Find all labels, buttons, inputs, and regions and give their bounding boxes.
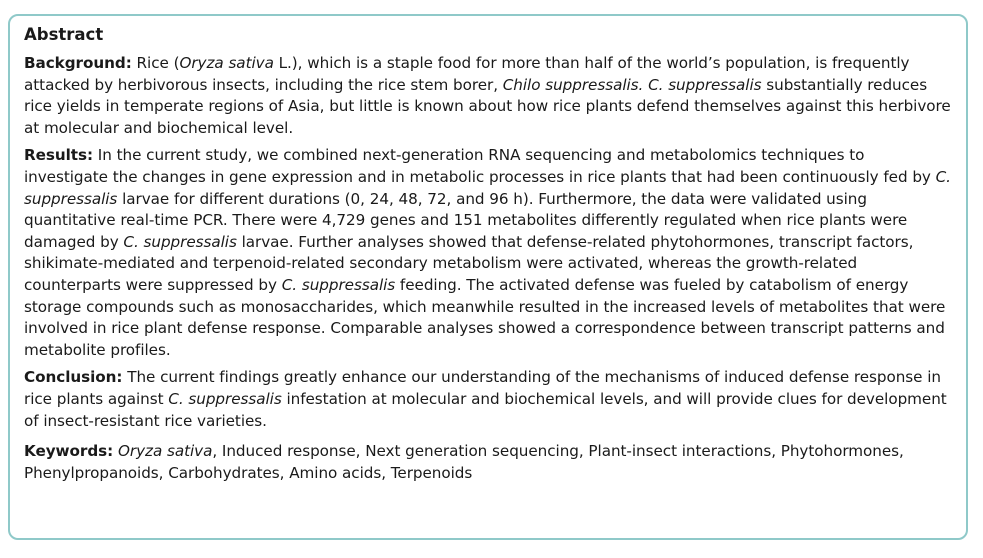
background-italic-1: Oryza sativa	[179, 54, 274, 72]
results-italic-3: C. suppressalis	[281, 275, 396, 294]
conclusion-italic-1: C. suppressalis	[168, 389, 282, 408]
abstract-box	[8, 14, 968, 540]
results-italic-2: C. suppressalis	[123, 232, 237, 251]
background-text-3: substantially reduces rice yields in temperate regions of Asia, but little is known about how rice plants defend themselves against this herbivore at molecular and biochemical level.	[24, 75, 951, 137]
results-label: Results:	[24, 146, 94, 165]
conclusion-section	[24, 367, 953, 432]
keywords-section	[24, 441, 953, 484]
results-italic-1: C. suppressalis	[24, 167, 951, 208]
conclusion-text-1: The current findings greatly enhance our understanding of the mechanisms of induced defense response in rice plants against	[24, 368, 941, 408]
results-text-2: larvae for different durations (0, 24, 48, 72, and 96 h). Furthermore, the data were validated using quantitative real-time PCR. There were 4,729 genes and 151 metabolites differently regulated when rice plants were damaged by	[24, 189, 908, 251]
results-text-3: larvae. Further analyses showed that defense-related phytohormones, transcript factors, shikimate-mediated and terpenoid-related secondary metabolism were activated, whereas the growth-related counterparts were suppressed by	[24, 232, 914, 294]
background-text-1: Rice (	[131, 54, 180, 72]
conclusion-label: Conclusion:	[24, 368, 123, 387]
keywords-label: Keywords:	[24, 442, 114, 461]
background-italic-2: Chilo suppressalis. C. suppressalis	[502, 75, 762, 94]
results-section	[24, 145, 953, 361]
background-text-2: L.), which is a staple food for more than half of the world’s population, is frequently attacked by herbivorous insects, including the rice stem borer,	[24, 54, 910, 94]
background-label: Background:	[24, 54, 132, 72]
abstract-heading: Abstract	[24, 25, 104, 44]
results-text-4: feeding. The activated defense was fueled by catabolism of energy storage compounds such as monosaccharides, which meanwhile resulted in the increased levels of metabolites that were involved in rice plant defense response. Comparable analyses showed a correspondence between transcript patterns and metabolite profiles.	[24, 275, 946, 359]
keywords-italic-1: Oryza sativa	[117, 442, 213, 461]
results-text-1: In the current study, we combined next-generation RNA sequencing and metabolomics techniques to investigate the changes in gene expression and in metabolic processes in rice plants that had been continuously fed by	[24, 146, 936, 186]
conclusion-text-2: infestation at molecular and biochemical levels, and will provide clues for development of insect-resistant rice varieties.	[24, 389, 947, 430]
keywords-text-1: , Induced response, Next generation sequencing, Plant-insect interactions, Phytohormones, Phenylpropanoids, Carbohydrates, Amino acids, Terpenoids	[24, 442, 904, 482]
background-section	[24, 53, 953, 139]
